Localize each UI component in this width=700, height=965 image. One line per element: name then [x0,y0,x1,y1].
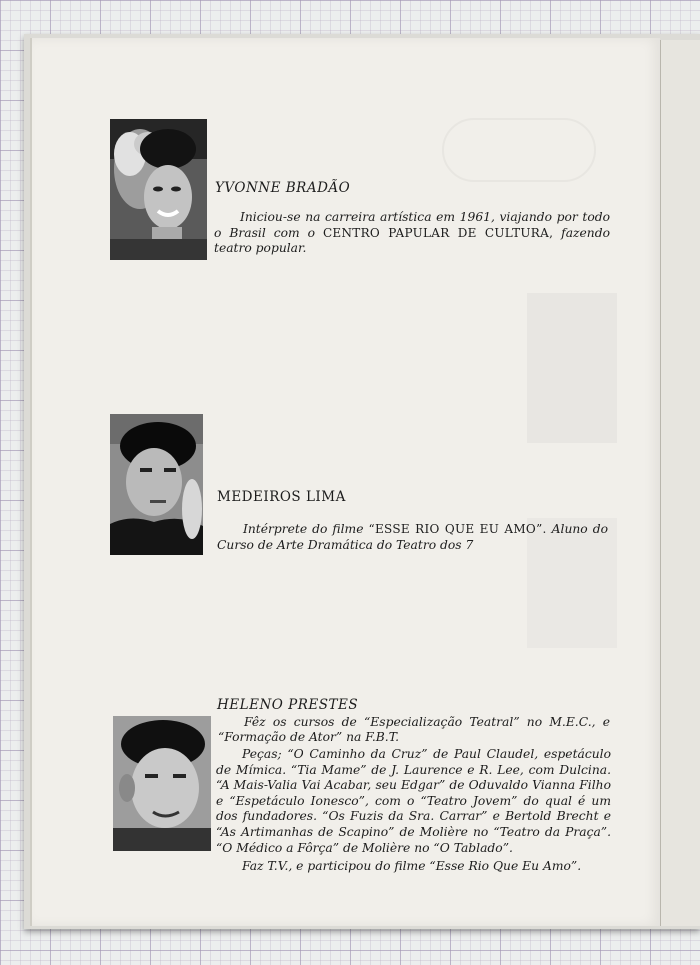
person-name: MEDEIROS LIMA [217,489,346,505]
person-name: HELENO PRESTES [217,697,359,713]
right-page-edge [660,40,700,926]
bio-caps-text: CENTRO PAPULAR DE CULTURA, [322,225,554,240]
person-name: YVONNE BRADÃO [215,180,351,196]
person-bio [214,210,610,257]
bio-paragraph: Peças; “O Caminho da Cruz” de Paul Claudel, espetáculo de Mímica. “Tia Mame” de J. Laurence e R. Lee, com Dulcina. “A Mais-Valia Vai Acabar, seu Edgar” de Oduvaldo Vianna Filho e “Espetáculo Ionesco”, com o “Teatro Jovem” do qual é um dos fundadores. “Os Fuzis da Sra. Carrar” e Bertold Brecht e “As Artimanhas de Scapino” de Molière no “Teatro da Praça”. “O Médico a Fôrça” de Molière no “O Tablado”. [216,747,611,855]
bio-text: Intérprete do filme [243,522,369,536]
portrait-photo-yvonne [110,119,207,260]
bio-paragraph: Faz T.V., e participou do filme “Esse Rio Que Eu Amo”. [242,859,582,874]
bio-text: fazendo teatro popular. [214,225,610,256]
bio-text: Iniciou-se na carreira artística em 1961, viajando por todo o Brasil com o [214,210,610,240]
program-page [30,38,660,926]
portrait-photo-medeiros [110,414,203,555]
show-through-photo [527,293,617,443]
person-bio [217,522,608,553]
person-bio [216,747,611,875]
bio-paragraph: Fêz os cursos de “Especialização Teatral” no M.E.C., e “Formação de Ator” na F.B.T. [218,715,610,745]
bio-caps-text: “ESSE RIO QUE EU AMO”. [368,522,547,536]
portrait-photo-heleno [113,716,211,851]
show-through-block [442,118,596,182]
person-bio [218,715,610,745]
bio-text: Aluno do Curso de Arte Dramática do Teatro dos 7 [217,522,608,552]
